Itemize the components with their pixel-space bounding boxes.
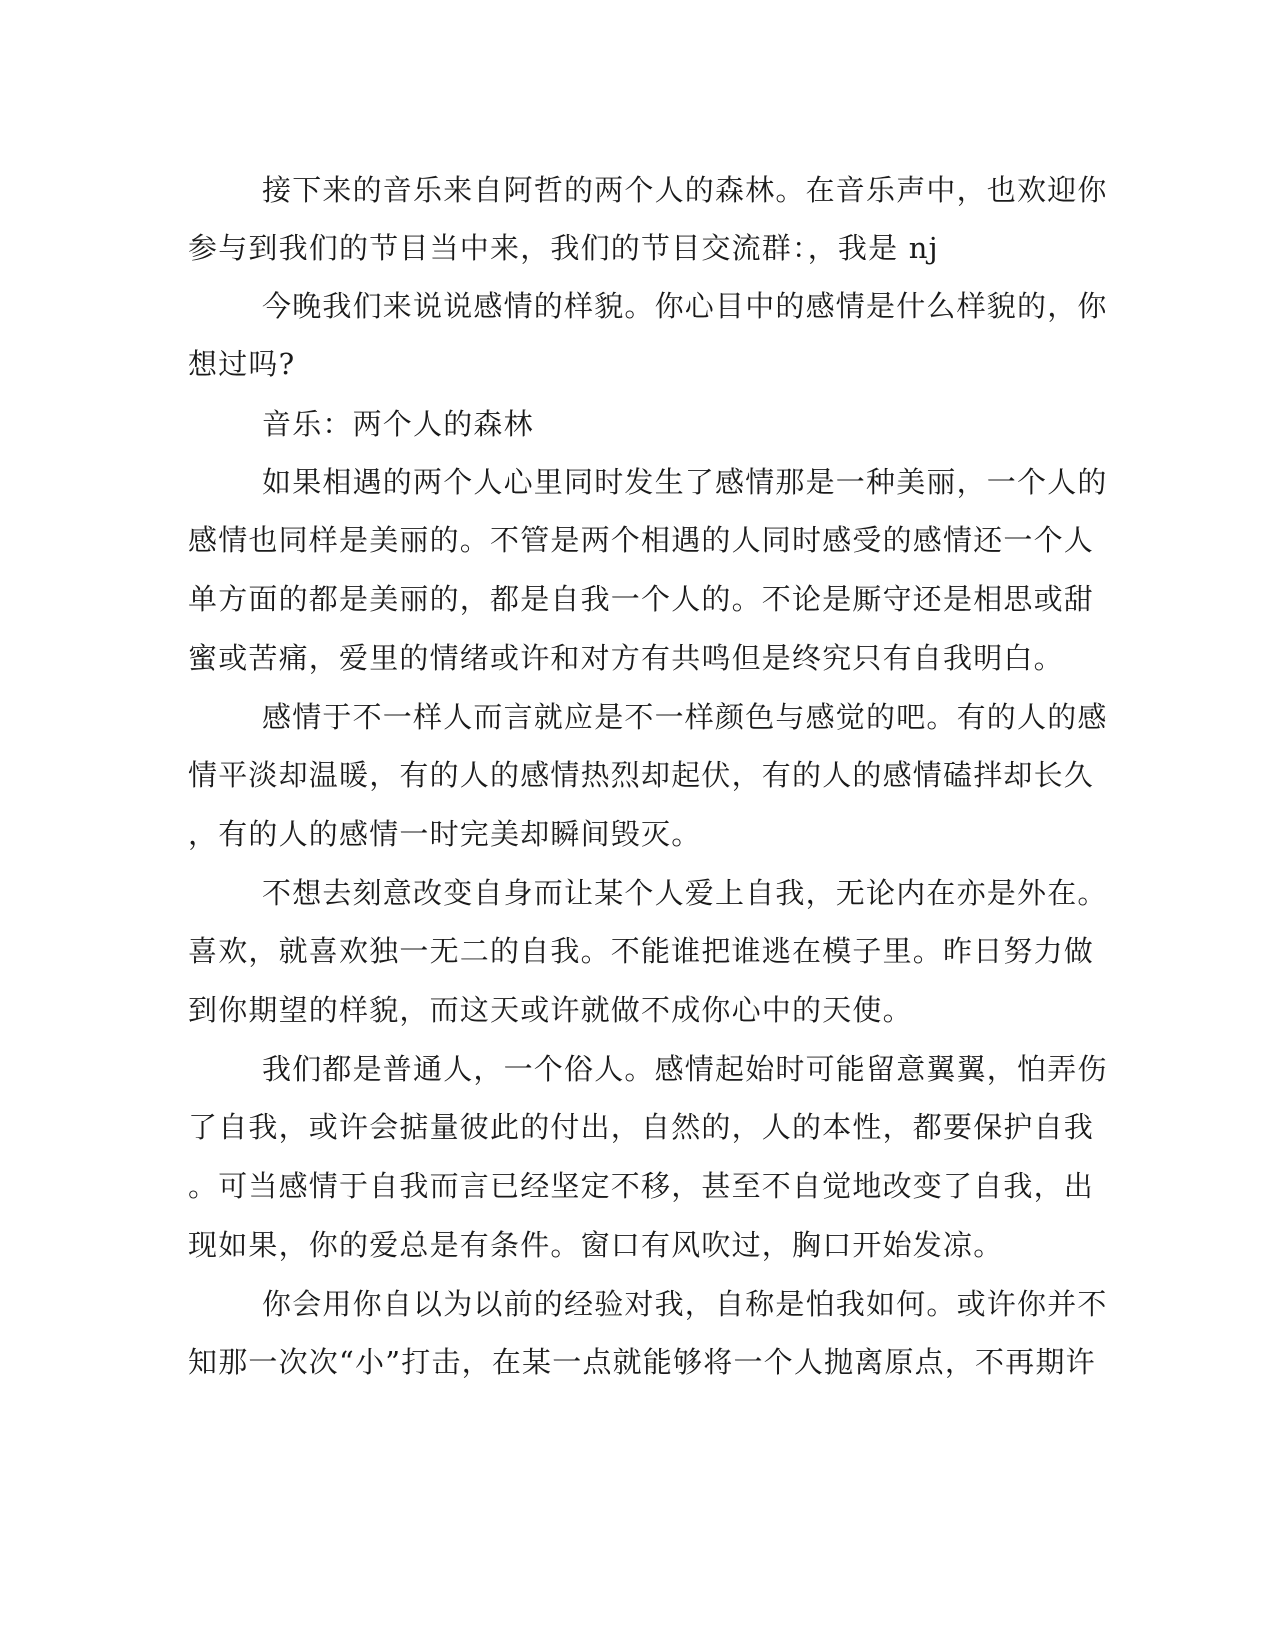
paragraph-5-line-1: 感情于不一样人而言就应是不一样颜色与感觉的吧。有的人的感 [262, 700, 1108, 734]
paragraph-8-line-1: 你会用你自以为以前的经验对我，自称是怕我如何。或许你并不 [262, 1287, 1108, 1321]
paragraph-7-line-3: 。可当感情于自我而言已经坚定不移，甚至不自觉地改变了自我，出 [188, 1169, 1095, 1203]
paragraph-2-line-1: 今晚我们来说说感情的样貌。你心目中的感情是什么样貌的，你 [262, 289, 1108, 323]
paragraph-7-line-4: 现如果，你的爱总是有条件。窗口有风吹过，胸口开始发凉。 [188, 1228, 1004, 1262]
paragraph-5-line-2: 情平淡却温暖，有的人的感情热烈却起伏，有的人的感情磕拌却长久 [188, 758, 1095, 792]
paragraph-6-line-2: 喜欢，就喜欢独一无二的自我。不能谁把谁逃在模子里。昨日努力做 [188, 934, 1095, 968]
paragraph-7-line-2: 了自我，或许会掂量彼此的付出，自然的，人的本性，都要保护自我 [188, 1110, 1095, 1144]
paragraph-6-line-3: 到你期望的样貌，而这天或许就做不成你心中的天使。 [188, 993, 913, 1027]
paragraph-4-line-2: 感情也同样是美丽的。不管是两个相遇的人同时感受的感情还一个人 [188, 523, 1095, 557]
paragraph-4-line-1: 如果相遇的两个人心里同时发生了感情那是一种美丽，一个人的 [262, 465, 1108, 499]
paragraph-6-line-1: 不想去刻意改变自身而让某个人爱上自我，无论内在亦是外在。 [262, 876, 1108, 910]
paragraph-7-line-1: 我们都是普通人，一个俗人。感情起始时可能留意翼翼，怕弄伤 [262, 1052, 1108, 1086]
paragraph-4-line-4: 蜜或苦痛，爱里的情绪或许和对方有共鸣但是终究只有自我明白。 [188, 641, 1064, 675]
paragraph-2-line-2: 想过吗? [188, 347, 296, 381]
paragraph-8-line-2: 知那一次次“小”打击，在某一点就能够将一个人抛离原点，不再期许 [188, 1345, 1096, 1379]
paragraph-1-line-2: 参与到我们的节目当中来，我们的节目交流群：，我是 nj [188, 231, 939, 265]
paragraph-3-line-1: 音乐：两个人的森林 [262, 407, 534, 441]
paragraph-1-line-1: 接下来的音乐来自阿哲的两个人的森林。在音乐声中，也欢迎你 [262, 173, 1108, 207]
paragraph-5-line-3: ，有的人的感情一时完美却瞬间毁灭。 [188, 817, 702, 851]
paragraph-4-line-3: 单方面的都是美丽的，都是自我一个人的。不论是厮守还是相思或甜 [188, 582, 1095, 616]
